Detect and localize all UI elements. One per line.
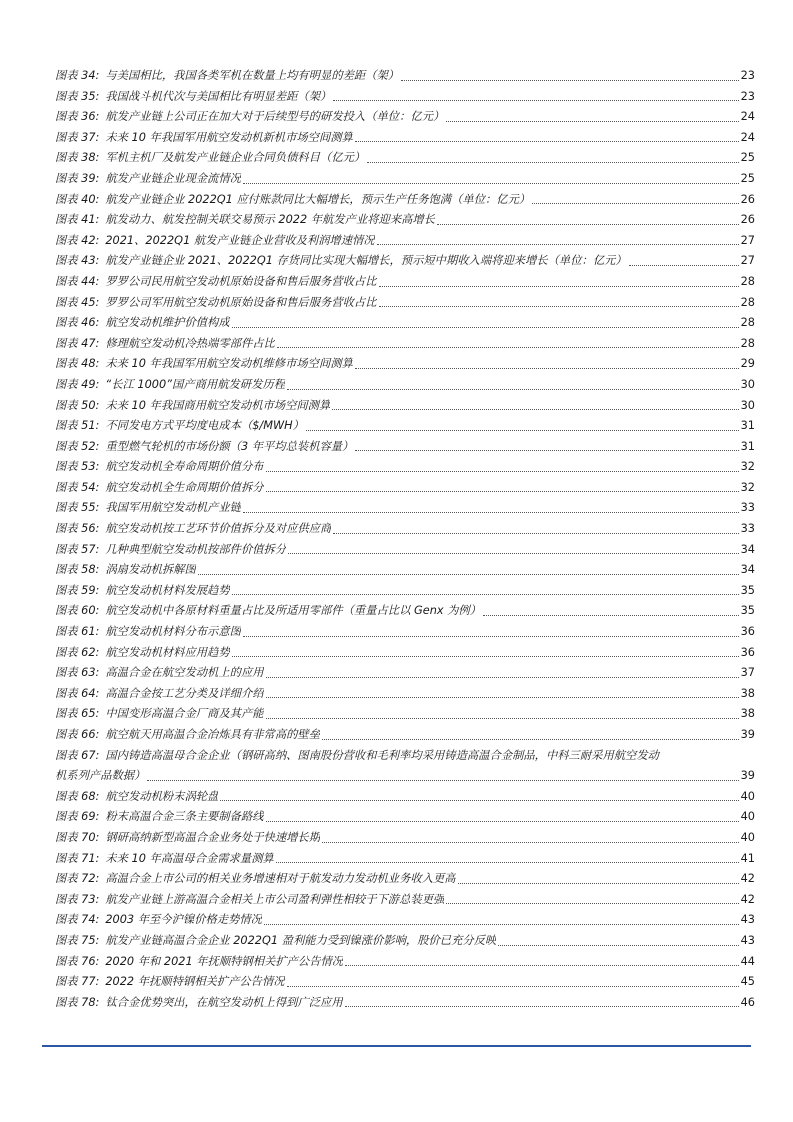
toc-entry[interactable]	[55, 354, 755, 375]
dot-leader	[437, 224, 739, 225]
toc-entry[interactable]	[55, 828, 755, 849]
page-number: 29	[740, 357, 755, 371]
dot-leader	[532, 203, 738, 204]
figure-number: 图表 59:	[55, 583, 100, 597]
page-number: 38	[740, 707, 755, 721]
figure-number: 图表 50:	[55, 398, 100, 412]
figure-number: 图表 55:	[55, 501, 100, 515]
figure-number: 图表 64:	[55, 686, 100, 700]
figure-title: 航发产业链企业 2021、2022Q1 存货同比实现大幅增长，预示短中期收入端将迎来增长（单位：亿元）	[105, 254, 627, 268]
figure-title: 高温合金上市公司的相关业务增速相对于航发动力发动机业务收入更高	[105, 872, 456, 886]
figure-number: 图表 65:	[55, 707, 100, 721]
figure-number: 图表 75:	[55, 933, 100, 947]
page-number: 30	[740, 398, 755, 412]
page-number: 41	[740, 851, 755, 865]
dot-leader	[220, 800, 738, 801]
figure-number: 图表 47:	[55, 336, 100, 350]
figure-title: 我国战斗机代次与美国相比有明显差距（架）	[105, 89, 332, 103]
dot-leader	[288, 553, 738, 554]
page-number: 34	[740, 563, 755, 577]
toc-entry[interactable]	[55, 643, 755, 664]
dot-leader	[332, 409, 738, 410]
page-number: 40	[740, 810, 755, 824]
figure-title: 航空发动机按工艺环节价值拆分及对应供应商	[105, 522, 332, 536]
dot-leader	[377, 244, 739, 245]
toc-entry[interactable]	[55, 169, 755, 190]
figure-title-continued: 机系列产品数据）	[55, 769, 146, 783]
toc-entry[interactable]	[55, 107, 755, 128]
toc-entry[interactable]	[55, 231, 755, 252]
toc-entry[interactable]	[55, 601, 755, 622]
page-number: 37	[740, 666, 755, 680]
page-number: 40	[740, 789, 755, 803]
figure-title: 我国军用航空发动机产业链	[105, 501, 241, 515]
figure-number: 图表 40:	[55, 192, 100, 206]
figure-title: 重型燃气轮机的市场份额（3 年平均总装机容量）	[105, 439, 354, 453]
toc-entry[interactable]	[55, 663, 755, 684]
figure-title: 军机主机厂及航发产业链企业合同负债科目（亿元）	[105, 151, 366, 165]
dot-leader	[355, 450, 738, 451]
page-number: 26	[740, 192, 755, 206]
figure-number: 图表 62:	[55, 645, 100, 659]
footer-divider	[42, 1045, 751, 1047]
dot-leader	[333, 100, 738, 101]
dot-leader	[379, 306, 739, 307]
figure-number: 图表 68:	[55, 789, 100, 803]
dot-leader	[266, 471, 739, 472]
figure-title: 航空航天用高温合金冶炼具有非常高的壁垒	[105, 728, 321, 741]
page-number: 39	[740, 728, 755, 741]
dot-leader	[276, 862, 739, 863]
page-number: 46	[740, 995, 755, 1009]
dot-leader	[322, 739, 739, 740]
figure-number: 图表 77:	[55, 975, 100, 989]
figure-title: 航空发动机维护价值构成	[105, 316, 230, 330]
figure-title: 未来 10 年我国军用航空发动机维修市场空间测算	[105, 357, 353, 371]
figure-title: 几种典型航空发动机按部件价值拆分	[105, 542, 287, 556]
toc-entry[interactable]	[55, 375, 755, 396]
figure-number: 图表 74:	[55, 913, 100, 927]
toc-entry[interactable]	[55, 540, 755, 561]
figure-title: 2003 年至今沪镍价格走势情况	[105, 913, 262, 927]
dot-leader	[458, 883, 739, 884]
figure-number: 图表 63:	[55, 666, 100, 680]
page-number: 38	[740, 686, 755, 700]
figure-title: 粉末高温合金三条主要制备路线	[105, 810, 264, 824]
page-number: 45	[740, 975, 755, 989]
figure-number: 图表 38:	[55, 151, 100, 165]
toc-entry[interactable]	[55, 684, 755, 705]
figure-number: 图表 34:	[55, 69, 100, 82]
page-number: 42	[740, 872, 755, 886]
dot-leader	[266, 677, 739, 678]
page-number: 43	[740, 933, 755, 947]
figure-title: 高温合金在航空发动机上的应用	[105, 666, 264, 680]
toc-entry[interactable]	[55, 416, 755, 437]
toc-entry[interactable]	[55, 293, 755, 314]
toc-entry[interactable]	[55, 334, 755, 355]
toc-entry[interactable]	[55, 498, 755, 519]
toc-entry[interactable]	[55, 704, 755, 725]
figure-title: 航空发动机粉末涡轮盘	[105, 789, 219, 803]
dot-leader	[232, 656, 739, 657]
page-number: 40	[740, 830, 755, 844]
figure-number: 图表 66:	[55, 728, 100, 741]
dot-leader	[266, 821, 739, 822]
page-number: 44	[740, 954, 755, 968]
dot-leader	[243, 183, 739, 184]
dot-leader	[379, 286, 739, 287]
toc-entry[interactable]	[55, 66, 755, 87]
toc-entry[interactable]	[55, 910, 755, 931]
figure-number: 图表 67:	[55, 748, 100, 762]
toc-entry[interactable]	[55, 746, 755, 787]
figure-title: 航发动力、航发控制关联交易预示 2022 年航发产业将迎来高增长	[105, 213, 436, 227]
figure-title: 2020 年和 2021 年抚顺特钢相关扩产公告情况	[105, 954, 344, 968]
dot-leader	[198, 574, 739, 575]
toc-entry[interactable]	[55, 457, 755, 478]
page-number: 31	[740, 439, 755, 453]
page-number: 43	[740, 913, 755, 927]
dot-leader	[306, 430, 739, 431]
page-number: 36	[740, 625, 755, 639]
page-number: 32	[740, 460, 755, 474]
dot-leader	[243, 636, 739, 637]
figure-number: 图表 78:	[55, 995, 100, 1009]
page-number: 27	[740, 254, 755, 268]
page-number: 33	[740, 522, 755, 536]
figure-title: 航发产业链高温合金企业 2022Q1 盈利能力受到镍涨价影响，股价已充分反映	[105, 933, 497, 947]
figure-title: 航空发动机中各原材料重量占比及所适用零部件（重量占比以 Genx 为例）	[105, 604, 482, 618]
page-number: 30	[740, 377, 755, 391]
toc-entry[interactable]	[55, 622, 755, 643]
figure-number: 图表 37:	[55, 130, 100, 144]
figure-number: 图表 44:	[55, 274, 100, 288]
dot-leader	[446, 903, 738, 904]
toc-entry[interactable]	[55, 87, 755, 108]
figure-title: 高温合金按工艺分类及详细介绍	[105, 686, 264, 700]
dot-leader	[322, 842, 739, 843]
dot-leader	[498, 945, 738, 946]
figure-title: 涡扇发动机拆解图	[105, 563, 196, 577]
figure-number: 图表 43:	[55, 254, 100, 268]
toc-entry[interactable]	[55, 128, 755, 149]
toc-entry[interactable]	[55, 581, 755, 602]
dot-leader	[147, 780, 738, 781]
dot-leader	[264, 924, 739, 925]
page-number: 23	[740, 89, 755, 103]
figure-title: 航发产业链企业现金流情况	[105, 171, 241, 185]
figure-number: 图表 53:	[55, 460, 100, 474]
toc-entry[interactable]	[55, 931, 755, 952]
figure-number: 图表 70:	[55, 830, 100, 844]
figure-title: 未来 10 年高温母合金需求量测算	[105, 851, 274, 865]
figure-number: 图表 51:	[55, 419, 100, 433]
toc-entry[interactable]	[55, 210, 755, 231]
toc-entry[interactable]	[55, 560, 755, 581]
page-number: 36	[740, 645, 755, 659]
figure-number: 图表 46:	[55, 316, 100, 330]
page-number: 33	[740, 501, 755, 515]
page-number: 24	[740, 110, 755, 124]
figure-number: 图表 39:	[55, 171, 100, 185]
figure-number: 图表 42:	[55, 233, 100, 247]
figure-number: 图表 35:	[55, 89, 100, 103]
dot-leader	[345, 965, 739, 966]
page-number: 24	[740, 130, 755, 144]
dot-leader	[232, 594, 739, 595]
dot-leader	[266, 718, 739, 719]
toc-entry[interactable]	[55, 869, 755, 890]
dot-leader	[232, 327, 739, 328]
figure-number: 图表 71:	[55, 851, 100, 865]
dot-leader	[446, 121, 738, 122]
page-number: 42	[740, 892, 755, 906]
dot-leader	[401, 80, 739, 81]
toc-entry[interactable]	[55, 849, 755, 870]
toc-entry[interactable]	[55, 890, 755, 911]
toc-entry[interactable]	[55, 972, 755, 993]
dot-leader	[243, 512, 739, 513]
figure-title: 航发产业链上公司正在加大对于后续型号的研发投入（单位：亿元）	[105, 110, 445, 124]
dot-leader	[333, 533, 738, 534]
dot-leader	[266, 491, 739, 492]
page-number: 39	[740, 769, 755, 783]
figure-title: 国内铸造高温母合金企业（钢研高纳、图南股份营收和毛利率均采用铸造高温合金制品，中科三耐采用航空发动	[105, 748, 659, 762]
figure-title: 航空发动机材料应用趋势	[105, 645, 230, 659]
figure-number: 图表 41:	[55, 213, 100, 227]
dot-leader	[367, 162, 738, 163]
figure-title: 航空发动机全寿命周期价值分布	[105, 460, 264, 474]
figure-number: 图表 48:	[55, 357, 100, 371]
page-number: 25	[740, 151, 755, 165]
dot-leader	[277, 347, 739, 348]
figure-number: 图表 36:	[55, 110, 100, 124]
page-number: 28	[740, 316, 755, 330]
figure-number: 图表 56:	[55, 522, 100, 536]
figure-title: 航发产业链企业 2022Q1 应付账款同比大幅增长，预示生产任务饱满（单位：亿元）	[105, 192, 531, 206]
table-of-figures	[55, 66, 755, 1013]
dot-leader	[355, 141, 739, 142]
figure-number: 图表 58:	[55, 563, 100, 577]
page-number: 23	[740, 69, 755, 82]
toc-entry[interactable]	[55, 190, 755, 211]
dot-leader	[629, 265, 739, 266]
page-number: 35	[740, 604, 755, 618]
figure-title: 未来 10 年我国商用航空发动机市场空间测算	[105, 398, 331, 412]
toc-entry[interactable]	[55, 148, 755, 169]
toc-entry[interactable]	[55, 437, 755, 458]
figure-title: 航发产业链上游高温合金相关上市公司盈利弹性相较于下游总装更强	[105, 892, 445, 906]
page-number: 28	[740, 336, 755, 350]
toc-entry[interactable]	[55, 807, 755, 828]
figure-title: 航空发动机全生命周期价值拆分	[105, 480, 264, 494]
toc-entry[interactable]	[55, 519, 755, 540]
figure-title: 罗罗公司民用航空发动机原始设备和售后服务营收占比	[105, 274, 377, 288]
page-number: 31	[740, 419, 755, 433]
dot-leader	[345, 1006, 739, 1007]
toc-entry[interactable]	[55, 272, 755, 293]
figure-title: 钛合金优势突出，在航空发动机上得到广泛应用	[105, 995, 343, 1009]
figure-number: 图表 52:	[55, 439, 100, 453]
page-number: 32	[740, 480, 755, 494]
figure-title: “长江 1000”国产商用航发研发历程	[105, 377, 285, 391]
figure-title: 与美国相比，我国各类军机在数量上均有明显的差距（架）	[105, 69, 400, 82]
figure-number: 图表 49:	[55, 377, 100, 391]
page-number: 25	[740, 171, 755, 185]
dot-leader	[287, 389, 739, 390]
dot-leader	[355, 368, 739, 369]
figure-title: 不同发电方式平均度电成本（$/MWH）	[105, 419, 304, 433]
figure-number: 图表 76:	[55, 954, 100, 968]
dot-leader	[287, 986, 739, 987]
figure-number: 图表 54:	[55, 480, 100, 494]
figure-title: 修理航空发动机冷热端零部件占比	[105, 336, 275, 350]
toc-entry[interactable]	[55, 952, 755, 973]
figure-title: 2022 年抚顺特钢相关扩产公告情况	[105, 975, 285, 989]
figure-title: 未来 10 年我国军用航空发动机新机市场空间测算	[105, 130, 353, 144]
page-number: 26	[740, 213, 755, 227]
page-number: 35	[740, 583, 755, 597]
toc-entry[interactable]	[55, 993, 755, 1014]
page-number: 28	[740, 274, 755, 288]
figure-number: 图表 45:	[55, 295, 100, 309]
figure-number: 图表 61:	[55, 625, 100, 639]
dot-leader	[266, 697, 739, 698]
toc-entry[interactable]	[55, 787, 755, 808]
page-number: 28	[740, 295, 755, 309]
figure-number: 图表 72:	[55, 872, 100, 886]
figure-title: 中国变形高温合金厂商及其产能	[105, 707, 264, 721]
toc-entry[interactable]	[55, 725, 755, 746]
figure-number: 图表 69:	[55, 810, 100, 824]
figure-title: 罗罗公司军用航空发动机原始设备和售后服务营收占比	[105, 295, 377, 309]
dot-leader	[483, 615, 739, 616]
figure-title: 航空发动机材料发展趋势	[105, 583, 230, 597]
figure-number: 图表 73:	[55, 892, 100, 906]
figure-number: 图表 60:	[55, 604, 100, 618]
figure-title: 2021、2022Q1 航发产业链企业营收及利润增速情况	[105, 233, 375, 247]
toc-entry[interactable]	[55, 396, 755, 417]
page-number: 34	[740, 542, 755, 556]
toc-entry[interactable]	[55, 478, 755, 499]
figure-title: 钢研高纳新型高温合金业务处于快速增长期	[105, 830, 321, 844]
page-number: 27	[740, 233, 755, 247]
toc-entry[interactable]	[55, 313, 755, 334]
figure-title: 航空发动机材料分布示意图	[105, 625, 241, 639]
figure-number: 图表 57:	[55, 542, 100, 556]
toc-entry[interactable]	[55, 251, 755, 272]
